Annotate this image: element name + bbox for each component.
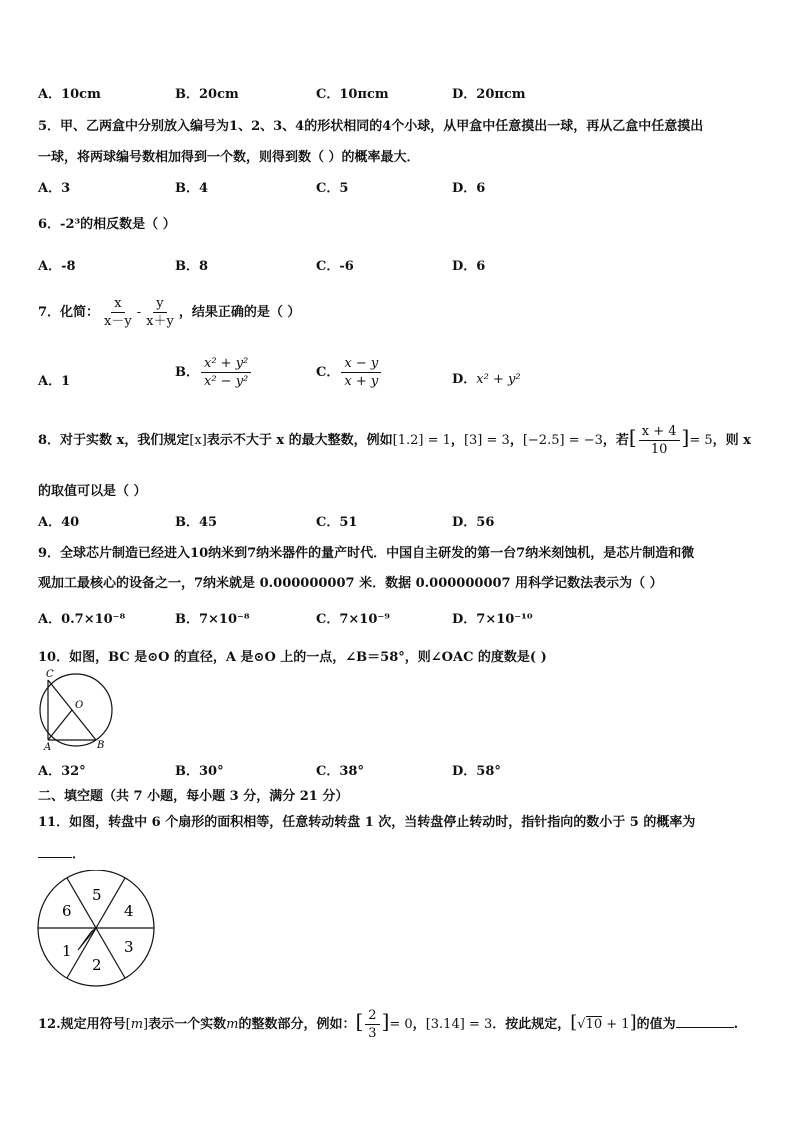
q11-sector-3: 3 <box>124 938 134 956</box>
q7-option-c-denominator: x + y <box>344 374 379 389</box>
q8-condition-open: [ <box>628 425 637 449</box>
q9-option-d: D．7×10⁻¹⁰ <box>452 612 533 627</box>
q8-part3: ，若 <box>602 433 629 448</box>
q5-stem-line1: 5．甲、乙两盒中分别放入编号为1、2、3、4的形状相同的4个小球，从甲盒中任意摸出一球，再从乙盒中任意摸出 <box>38 119 704 134</box>
q7-option-b-denominator: x² − y² <box>204 374 249 389</box>
q10-stem: 10．如图，BC 是⊙O 的直径，A 是⊙O 上的一点，∠B＝58°，则∠OAC 的度数是( ) <box>38 650 547 665</box>
q6-option-d: D．6 <box>452 259 486 274</box>
q8-option-b: B．45 <box>175 515 218 530</box>
q7-f1-numerator: x <box>111 296 124 313</box>
q4-option-d: D．20πcm <box>452 87 526 102</box>
q8-example-2-inner: 3 <box>469 433 478 448</box>
q8-part4: ，则 x <box>712 433 751 448</box>
q12-example-2-result: = 3 <box>468 1017 493 1032</box>
q7-option-b-label: B． <box>175 365 199 380</box>
q12-example-1-denominator: 3 <box>368 1026 377 1041</box>
q10-label-b: B <box>97 740 105 751</box>
q8-condition-numerator: x + 4 <box>639 424 680 441</box>
q11-tail: ． <box>72 847 86 862</box>
q10-label-a: A <box>44 742 52 753</box>
q12-target-radicand: 10 <box>585 1017 603 1032</box>
q8-stem-line1: 8．对于实数 x，我们规定[x]表示不大于 x 的最大整数，例如[1.2] = 1，[3] = 3，[−2.5] = −3，若[ $\frac{x + 4}{10}$ ]= 5，则 x <box>38 424 751 457</box>
q7-minus: - <box>136 305 142 320</box>
q12-part1: 12.规定用符号 <box>38 1017 126 1032</box>
q7-option-b-fraction <box>201 356 251 389</box>
q10-option-d: D．58° <box>452 764 501 779</box>
q6-option-b: B．8 <box>175 259 209 274</box>
q12-part2: 表示一个实数 <box>148 1017 227 1032</box>
q12-example-2-inner: 3.14 <box>430 1017 460 1032</box>
q12-target-open: [ <box>570 1012 578 1033</box>
q12-example-1-open: [ <box>355 1009 364 1033</box>
q11-spinner-diagram <box>36 870 158 988</box>
q8-condition-result: = 5 <box>689 433 713 448</box>
q10-label-c: C <box>46 669 54 680</box>
q12-example-1-close: ] <box>381 1009 390 1033</box>
q6-option-a: A．-8 <box>38 259 76 274</box>
q8-option-c: C．51 <box>316 515 358 530</box>
q12-target-plus: + 1 <box>602 1017 630 1032</box>
q8-part2: 表示不大于 x 的最大整数，例如 <box>206 433 393 448</box>
q11-pointer <box>78 928 96 950</box>
q7-fraction-1 <box>101 296 135 329</box>
q6-option-c: C．-6 <box>316 259 354 274</box>
q12-part4: ．按此规定， <box>492 1017 571 1032</box>
q12-m-symbol: m <box>226 1017 239 1032</box>
q11-sector-6: 6 <box>62 902 72 920</box>
q8-stem-line2: 的取值可以是（ ） <box>38 484 147 499</box>
q11-stem: 11．如图，转盘中 6 个扇形的面积相等，任意转动转盘 1 次，当转盘停止转动时，指针指向的数小于 5 的概率为 <box>38 815 696 830</box>
q8-example-1: [1.2] = 1 <box>392 433 451 448</box>
q4-option-a: A．10cm <box>38 87 101 102</box>
q12-example-1-numerator: 2 <box>365 1008 379 1025</box>
q12-example-1-fraction <box>365 1008 379 1041</box>
q11-answer-blank <box>38 857 72 858</box>
q7-option-b <box>175 356 253 389</box>
q9-option-a: A．0.7×10⁻⁸ <box>38 612 126 627</box>
q5-option-c: C．5 <box>316 181 349 196</box>
q12-part3: 的整数部分，例如： <box>238 1017 356 1032</box>
q7-option-a: A．1 <box>38 374 71 389</box>
q8-example-1-result: = 1 <box>427 433 451 448</box>
q7-fraction-2 <box>143 296 177 329</box>
q8-condition-denominator: 10 <box>650 442 668 457</box>
q10-option-a: A．32° <box>38 764 86 779</box>
q12-part5: 的值为 <box>636 1017 676 1032</box>
q7-option-d-expr: x² + y² <box>476 372 521 387</box>
q6-stem: 6．-2³的相反数是（ ） <box>38 217 176 232</box>
q10-option-b: B．30° <box>175 764 224 779</box>
q7-option-b-numerator: x² + y² <box>201 356 251 373</box>
q9-option-c: C．7×10⁻⁹ <box>316 612 390 627</box>
q7-f2-numerator: y <box>153 296 166 313</box>
q11-sector-2: 2 <box>92 956 102 974</box>
q8-option-d: D．56 <box>452 515 495 530</box>
section-2-heading: 二、填空题（共 7 小题，每小题 3 分，满分 21 分） <box>38 789 349 804</box>
q8-example-3: [−2.5] = −3 <box>522 433 603 448</box>
q11-sector-4: 4 <box>124 902 134 920</box>
q7-stem <box>38 296 300 329</box>
q11-sector-1: 1 <box>62 942 72 960</box>
q11-answer-line <box>38 843 85 862</box>
q12-target-expr: √10 + 1 <box>577 1017 630 1032</box>
q5-stem-line2: 一球，将两球编号数相加得到一个数，则得到数（ ）的概率最大． <box>38 150 420 165</box>
q4-option-c: C．10πcm <box>316 87 389 102</box>
q7-f1-denominator: x－y <box>104 314 132 329</box>
q8-part1: 8．对于实数 x，我们规定 <box>38 433 190 448</box>
q8-condition-fraction <box>639 424 680 457</box>
q7-option-c <box>316 356 383 389</box>
q12-example-2: [3.14] = 3 <box>425 1017 493 1032</box>
q9-option-b: B．7×10⁻⁸ <box>175 612 250 627</box>
q10-option-c: C．38° <box>316 764 364 779</box>
q12-stem <box>38 1008 738 1041</box>
q12-bracket-m: [m] <box>125 1017 149 1032</box>
q12-answer-blank <box>676 1027 734 1028</box>
q8-bracket-x: [x] <box>189 433 207 448</box>
q7-option-c-fraction <box>341 356 381 389</box>
q7-option-c-label: C． <box>316 365 340 380</box>
q11-sector-5: 5 <box>92 886 102 904</box>
q10-circle-diagram <box>32 668 122 753</box>
q12-separator: ， <box>412 1017 426 1032</box>
q9-stem-line1: 9．全球芯片制造已经进入10纳米到7纳米器件的量产时代．中国自主研发的第一台7纳米刻蚀机，是芯片制造和微 <box>38 546 695 561</box>
q12-target-close: ] <box>629 1012 637 1033</box>
q7-suffix: ，结果正确的是（ ） <box>178 305 301 320</box>
q9-stem-line2: 观加工最核心的设备之一，7纳米就是 0.000000007 米．数据 0.000000007 用科学记数法表示为（ ） <box>38 576 663 591</box>
q12-end: . <box>733 1017 739 1032</box>
q5-option-a: A．3 <box>38 181 71 196</box>
q7-f2-denominator: x＋y <box>146 314 174 329</box>
q12-bracket-m-inner: m <box>130 1017 144 1032</box>
q8-option-a: A．40 <box>38 515 80 530</box>
q7-prefix: 7．化简： <box>38 305 100 320</box>
q8-bracket-x-inner: x <box>194 433 202 448</box>
q4-option-b: B．20cm <box>175 87 239 102</box>
q7-option-c-numerator: x − y <box>341 356 381 373</box>
q10-label-o: O <box>75 700 84 711</box>
q8-condition-close: ] <box>681 425 690 449</box>
q8-example-1-inner: 1.2 <box>397 433 419 448</box>
q8-example-3-inner: −2.5 <box>527 433 560 448</box>
q12-example-1-result: = 0 <box>389 1017 413 1032</box>
q7-option-d-label: D． <box>452 372 477 387</box>
q5-option-d: D．6 <box>452 181 486 196</box>
q7-option-d <box>452 368 521 387</box>
q8-example-3-result: = −3 <box>568 433 603 448</box>
q8-example-2-result: = 3 <box>486 433 510 448</box>
q10-radius-oa <box>48 710 72 740</box>
q8-example-2: [3] = 3 <box>463 433 510 448</box>
q5-option-b: B．4 <box>175 181 209 196</box>
